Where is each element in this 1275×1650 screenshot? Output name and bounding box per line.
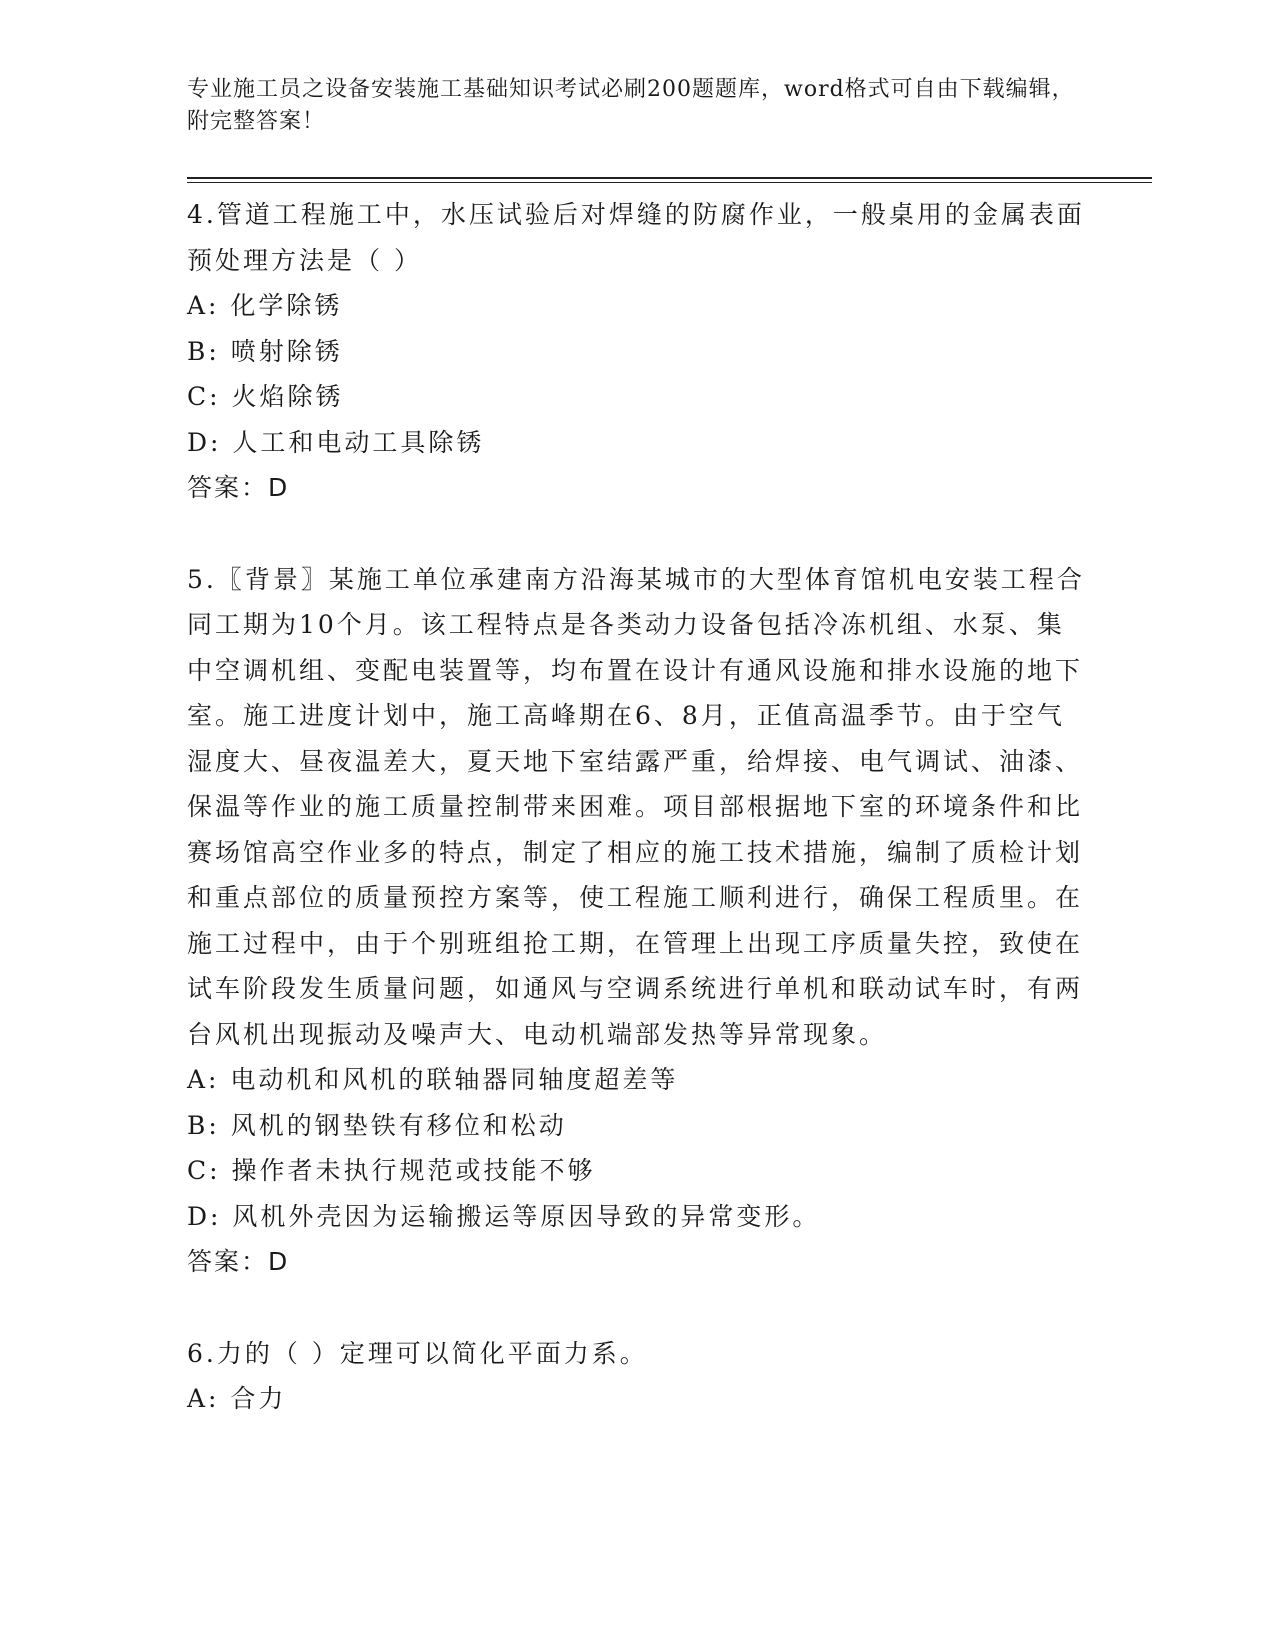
question-stem: 6.力的（ ）定理可以简化平面力系。 bbox=[187, 1338, 648, 1368]
option-c: C: 火焰除锈 bbox=[187, 382, 344, 411]
option-d: D: 风机外壳因为运输搬运等原因导致的异常变形。 bbox=[187, 1201, 821, 1231]
answer-line: 答案：D bbox=[187, 473, 290, 502]
question-block bbox=[187, 1331, 1087, 1422]
option-b: B: 喷射除锈 bbox=[187, 336, 343, 366]
option-d: D: 人工和电动工具除锈 bbox=[187, 427, 485, 457]
question-list bbox=[187, 192, 1087, 1422]
option-c: C: 操作者未执行规范或技能不够 bbox=[187, 1156, 596, 1185]
option-a: A: 化学除锈 bbox=[187, 291, 343, 320]
header-divider-thin bbox=[187, 182, 1152, 183]
question-stem: 4.管道工程施工中，水压试验后对焊缝的防腐作业，一般桌用的金属表面预处理方法是（ ） bbox=[187, 200, 1085, 275]
question-block bbox=[187, 192, 1087, 511]
option-a: A: 电动机和风机的联轴器同轴度超差等 bbox=[187, 1065, 679, 1094]
question-stem: 5.〖背景〗某施工单位承建南方沿海某城市的大型体育馆机电安装工程合同工期为10个月。该工程特点是各类动力设备包括冷冻机组、水泵、集中空调机组、变配电装置等，均布置在设计有通风设施和排水设施的地下室。施工进度计划中，施工高峰期在6、8月，正值高温季节。由于空气湿度大、昼夜温差大，夏天地下室结露严重，给焊接、电气调试、油漆、保温等作业的施工质量控制带来困难。项目部根据地下室的环境条件和比赛场馆高空作业多的特点，制定了相应的施工技术措施，编制了质检计划和重点部位的质量预控方案等，使工程施工顺利进行，确保工程质里。在施工过程中，由于个别班组抢工期，在管理上出现工序质量失控，致使在试车阶段发生质量问题，如通风与空调系统进行单机和联动试车时，有两台风机出现振动及噪声大、电动机端部发热等异常现象。 bbox=[187, 564, 1085, 1049]
option-a: A: 合力 bbox=[187, 1384, 287, 1413]
question-block bbox=[187, 557, 1087, 1285]
answer-line: 答案：D bbox=[187, 1247, 290, 1276]
question-spacer bbox=[187, 1285, 1087, 1331]
header-title: 专业施工员之设备安装施工基础知识考试必刷200题题库，word格式可自由下载编辑，附完整答案！ bbox=[187, 77, 1075, 134]
question-spacer bbox=[187, 511, 1087, 557]
option-b: B: 风机的钢垫铁有移位和松动 bbox=[187, 1110, 567, 1140]
document-header bbox=[187, 74, 1087, 138]
header-divider-thick bbox=[187, 177, 1152, 179]
